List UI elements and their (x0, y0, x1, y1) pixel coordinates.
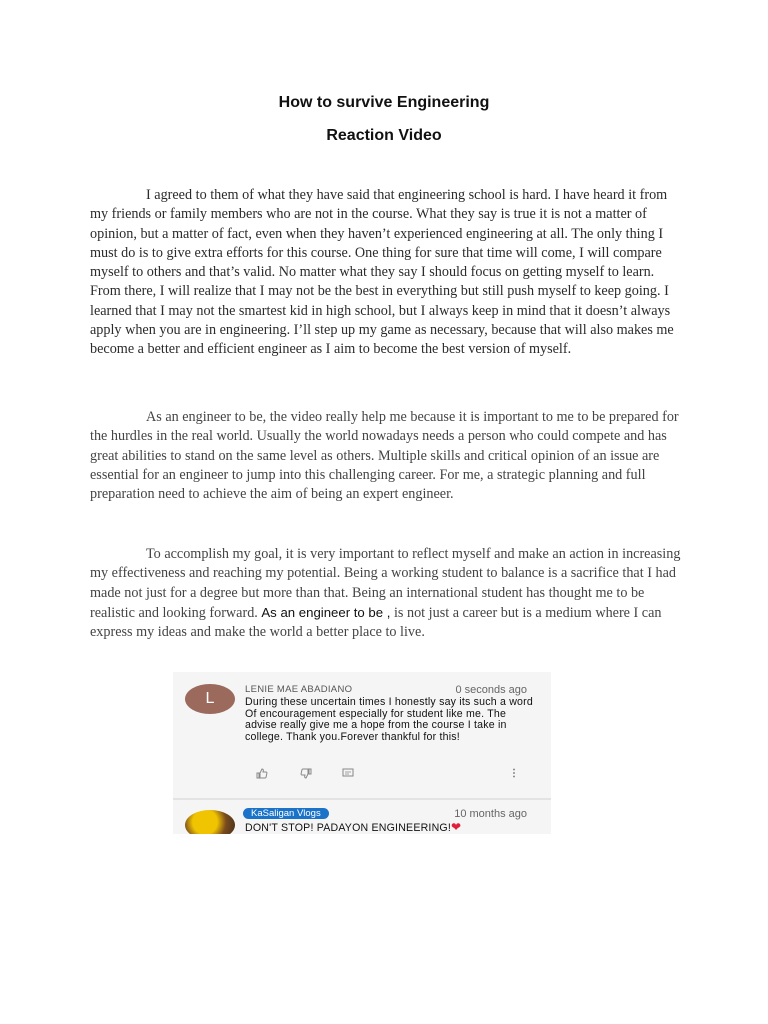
channel-badge[interactable]: KaSaligan Vlogs (243, 808, 329, 819)
paragraph-1: I agreed to them of what they have said that engineering school is hard. I have heard it from my friends or family members who are not in the course. What they say is true it is not a matter of opinion, but a matter of fact, even when they haven’t experienced engineering at all. The only thing I must do is to give extra efforts for this course. One thing for sure that time will come, I will compare myself to others and that’s valid. No matter what they say I should focus on getting myself to learn. From there, I will realize that I may not be the best in everything but still push myself to keep going. I learned that I may not the smartest kid in high school, but I always keep in mind that it doesn’t always apply when you are in engineering. I’ll step up my game as necessary, because that will also makes me become a better and efficient engineer as I aim to become the best version of myself. (90, 187, 674, 358)
thumbs-down-icon[interactable] (299, 768, 313, 780)
comment-author: LENIE MAE ABADIANO (245, 684, 353, 695)
paragraph-3-text-b: is not just a career but is a medium where I can express my ideas and make the world a better place to live. (90, 604, 662, 641)
comment-text: During these uncertain times I honestly say its such a word Of encouragement especially for student like me. The advise really give me a hope from the course I take in college. Thank you.Forever thankful for this! (245, 696, 533, 743)
avatar (185, 810, 235, 834)
comment-text-content: DON'T STOP! PADAYON ENGINEERING! (245, 822, 452, 834)
comment-item (173, 800, 551, 834)
document-title: How to survive Engineering (278, 94, 490, 111)
comment-time: 0 seconds ago (455, 684, 527, 696)
paragraph-3-highlight: As an engineer to be , (261, 604, 391, 620)
comment-item (173, 672, 551, 798)
paragraph-2: As an engineer to be, the video really help me because it is important to me to be prepared for the hurdles in the real world. Usually the world nowadays needs a person who could compete and has great abilities to stand on the same level as others. Multiple skills and critical opinion of an issue are essential for an engineer to jump into this challenging career. For me, a strategic planning and full preparation need to achieve the aim of being an expert engineer. (90, 409, 679, 503)
comment-screenshot (173, 672, 551, 834)
paragraph-3 (90, 545, 682, 642)
thumbs-up-icon[interactable] (255, 768, 269, 780)
avatar: L (185, 684, 235, 714)
document-subtitle: Reaction Video (326, 127, 442, 144)
paragraph-3-text-a: To accomplish my goal, it is very important to reflect myself and make an action in increasing my effectiveness and reaching my potential. Being a working student to balance is a sacrifice that I had made not just for a degree but more than that. Being an international student has thought me to be realistic and looking forward. (90, 546, 681, 621)
comment-text (245, 822, 545, 834)
more-vertical-icon[interactable]: ⋮ (509, 768, 519, 779)
reply-icon[interactable] (341, 768, 355, 780)
heart-icon: ❤ (451, 820, 462, 834)
comment-time: 10 months ago (454, 808, 527, 820)
